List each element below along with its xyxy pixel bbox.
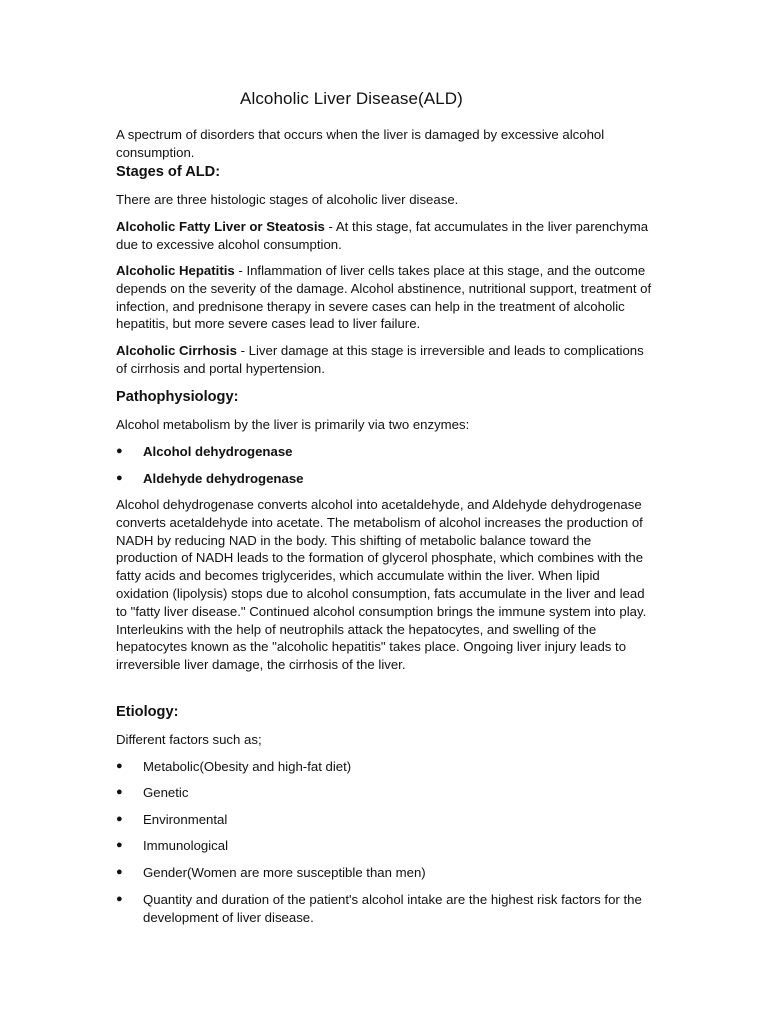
list-item (116, 758, 656, 776)
stage-cirrhosis (116, 342, 656, 378)
document-title: Alcoholic Liver Disease(ALD) (240, 89, 463, 108)
pathophysiology-heading: Pathophysiology: (116, 389, 239, 405)
pathophysiology-body: Alcohol dehydrogenase converts alcohol into acetaldehyde, and Aldehyde dehydrogenase converts acetaldehyde into acetate. The metabolism of alcohol increases the production of NADH by reducing NAD in the body. This shifting of metabolic balance toward the production of NADH leads to the formation of glycerol phosphate, which combines with the fatty acids and becomes triglycerides, which accumulate within the liver. When lipid oxidation (lipolysis) stops due to alcohol consumption, fats accumulate in the liver and lead to "fatty liver disease." Continued alcohol consumption brings the immune system into play. Interleukins with the help of neutrophils attack the hepatocytes, and swelling of the hepatocytes known as the "alcoholic hepatitis" takes place. Ongoing liver injury leads to irreversible liver damage, the cirrhosis of the liver. (116, 497, 647, 673)
bullet-icon: ● (116, 445, 123, 457)
pathophysiology-lead: Alcohol metabolism by the liver is primarily via two enzymes: (116, 417, 470, 432)
stage-term: Alcoholic Hepatitis (116, 263, 235, 278)
list-item (116, 864, 656, 882)
stages-lead: There are three histologic stages of alcoholic liver disease. (116, 192, 459, 207)
list-item (116, 470, 656, 488)
list-item (116, 891, 656, 927)
bullet-icon: ● (116, 813, 123, 825)
etiology-factor: Quantity and duration of the patient's alcohol intake are the highest risk factors for the development of liver disease. (143, 892, 642, 925)
enzyme-name: Alcohol dehydrogenase (143, 444, 293, 459)
etiology-factor: Metabolic(Obesity and high-fat diet) (143, 759, 352, 774)
etiology-factor: Environmental (143, 812, 228, 827)
stage-description: - Inflammation of liver cells takes place at this stage, and the outcome depends on the severity of the damage. Alcohol abstinence, nutritional support, treatment of infection, and prednisone therapy in severe cases can help in the treatment of alcoholic hepatitis, but more severe cases lead to liver failure. (116, 263, 652, 332)
bullet-icon: ● (116, 866, 123, 878)
etiology-factor: Immunological (143, 838, 229, 853)
etiology-factor: Genetic (143, 785, 189, 800)
stage-term: Alcoholic Cirrhosis (116, 343, 237, 358)
etiology-heading: Etiology: (116, 704, 179, 720)
list-item (116, 811, 656, 829)
bullet-icon: ● (116, 760, 123, 772)
bullet-icon: ● (116, 839, 123, 851)
etiology-lead: Different factors such as; (116, 732, 262, 747)
bullet-icon: ● (116, 893, 123, 905)
enzyme-name: Aldehyde dehydrogenase (143, 471, 304, 486)
intro-paragraph: A spectrum of disorders that occurs when the liver is damaged by excessive alcohol consumption. (116, 127, 605, 160)
stage-hepatitis (116, 262, 656, 333)
stages-heading: Stages of ALD: (116, 164, 221, 180)
etiology-factor: Gender(Women are more susceptible than men) (143, 865, 426, 880)
bullet-icon: ● (116, 472, 123, 484)
bullet-icon: ● (116, 786, 123, 798)
stage-description: - Liver damage at this stage is irreversible and leads to complications of cirrhosis and portal hypertension. (116, 343, 644, 376)
list-item (116, 784, 656, 802)
list-item (116, 443, 656, 461)
stage-description: - At this stage, fat accumulates in the liver parenchyma due to excessive alcohol consumption. (116, 219, 649, 252)
stage-fatty-liver (116, 218, 656, 254)
list-item (116, 837, 656, 855)
stage-term: Alcoholic Fatty Liver or Steatosis (116, 219, 325, 234)
